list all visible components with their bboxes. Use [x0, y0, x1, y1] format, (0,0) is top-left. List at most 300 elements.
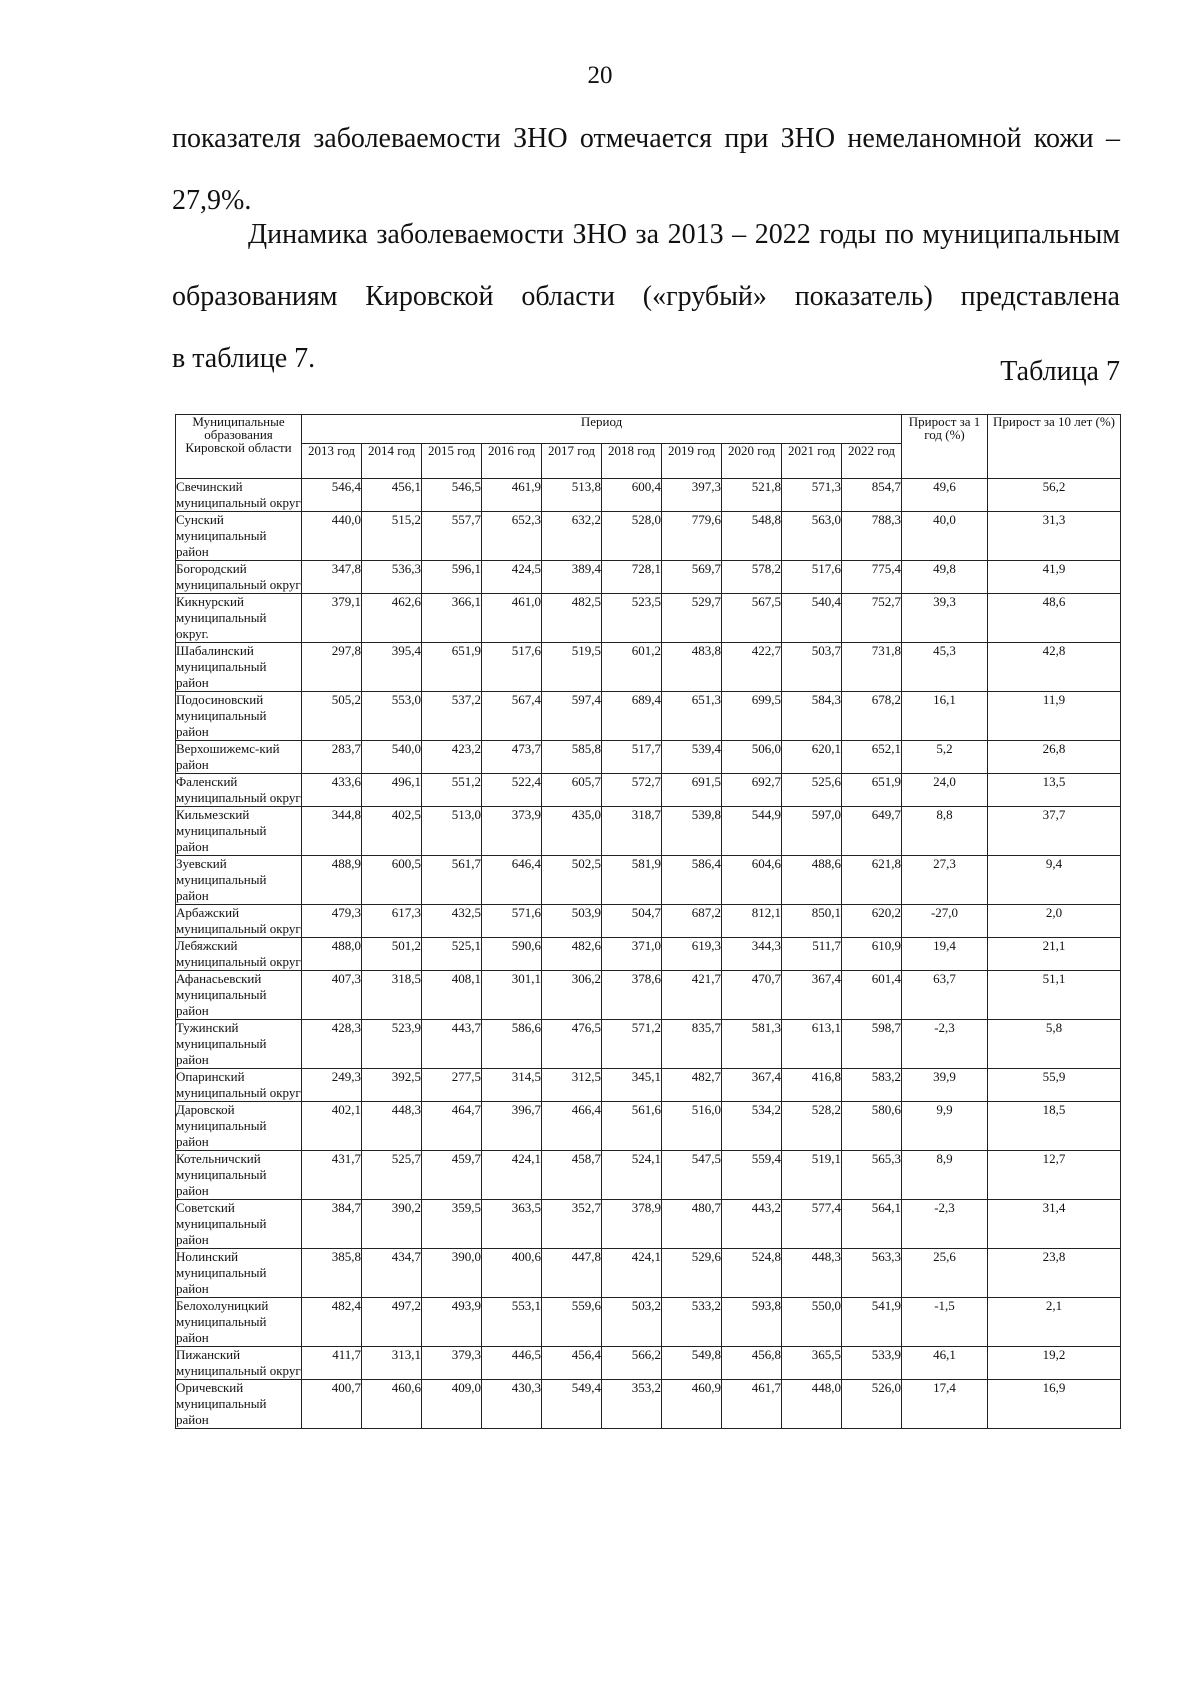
incidence-value: 515,2 [362, 512, 422, 561]
gain-10-years-value: 11,9 [988, 692, 1121, 741]
incidence-value: 566,2 [602, 1347, 662, 1380]
incidence-value: 586,4 [662, 856, 722, 905]
incidence-value: 379,3 [422, 1347, 482, 1380]
incidence-value: 435,0 [542, 807, 602, 856]
incidence-value: 482,6 [542, 938, 602, 971]
table-row [176, 643, 1121, 692]
municipality-name: Лебяжский муниципальный округ [176, 938, 301, 969]
table-row [176, 774, 1121, 807]
table-row [176, 1102, 1121, 1151]
incidence-value: 529,6 [662, 1249, 722, 1298]
incidence-value: 318,5 [362, 971, 422, 1020]
gain-10-years-value: 48,6 [988, 594, 1121, 643]
table-row [176, 741, 1121, 774]
incidence-value: 728,1 [602, 561, 662, 594]
incidence-value: 580,6 [842, 1102, 902, 1151]
incidence-value: 519,5 [542, 643, 602, 692]
incidence-value: 352,7 [542, 1200, 602, 1249]
incidence-value: 359,5 [422, 1200, 482, 1249]
incidence-value: 752,7 [842, 594, 902, 643]
incidence-value: 590,6 [482, 938, 542, 971]
incidence-value: 443,7 [422, 1020, 482, 1069]
incidence-value: 812,1 [722, 905, 782, 938]
page-number: 20 [587, 62, 613, 89]
incidence-value: 605,7 [542, 774, 602, 807]
incidence-value: 536,3 [362, 561, 422, 594]
incidence-value: 424,1 [602, 1249, 662, 1298]
incidence-value: 389,4 [542, 561, 602, 594]
table-row [176, 594, 1121, 643]
gain-10-years-value: 2,1 [988, 1298, 1121, 1347]
incidence-value: 416,8 [782, 1069, 842, 1102]
incidence-value: 540,0 [362, 741, 422, 774]
gain-1-year-value: 16,1 [902, 692, 988, 741]
incidence-value: 522,4 [482, 774, 542, 807]
incidence-value: 546,5 [422, 479, 482, 512]
header-year: 2020 год [722, 444, 782, 479]
gain-1-year-value: 49,6 [902, 479, 988, 512]
incidence-value: 459,7 [422, 1151, 482, 1200]
incidence-value: 593,8 [722, 1298, 782, 1347]
incidence-value: 400,6 [482, 1249, 542, 1298]
header-year: 2017 год [542, 444, 602, 479]
incidence-value: 571,3 [782, 479, 842, 512]
incidence-value: 482,4 [302, 1298, 362, 1347]
incidence-value: 424,1 [482, 1151, 542, 1200]
incidence-value: 571,6 [482, 905, 542, 938]
incidence-value: 561,7 [422, 856, 482, 905]
incidence-value: 850,1 [782, 905, 842, 938]
incidence-value: 497,2 [362, 1298, 422, 1347]
gain-10-years-value: 13,5 [988, 774, 1121, 807]
incidence-value: 731,8 [842, 643, 902, 692]
incidence-value: 480,7 [662, 1200, 722, 1249]
incidence-value: 306,2 [542, 971, 602, 1020]
incidence-value: 488,0 [302, 938, 362, 971]
municipality-name: Котельничский муниципальный район [176, 1151, 302, 1200]
incidence-value: 476,5 [542, 1020, 602, 1069]
incidence-value: 528,0 [602, 512, 662, 561]
incidence-value: 572,7 [602, 774, 662, 807]
gain-1-year-value: 63,7 [902, 971, 988, 1020]
incidence-value: 601,4 [842, 971, 902, 1020]
incidence-value: 601,2 [602, 643, 662, 692]
municipality-name: Свечинский муниципальный округ [176, 479, 301, 510]
incidence-value: 691,5 [662, 774, 722, 807]
header-year: 2013 год [302, 444, 362, 479]
incidence-value: 581,9 [602, 856, 662, 905]
gain-10-years-value: 56,2 [988, 479, 1121, 512]
incidence-value: 553,1 [482, 1298, 542, 1347]
incidence-value: 621,8 [842, 856, 902, 905]
gain-1-year-value: 17,4 [902, 1380, 988, 1429]
incidence-value: 586,6 [482, 1020, 542, 1069]
incidence-value: 548,8 [722, 512, 782, 561]
incidence-value: 505,2 [302, 692, 362, 741]
incidence-value: 516,0 [662, 1102, 722, 1151]
incidence-value: 461,7 [722, 1380, 782, 1429]
incidence-value: 390,0 [422, 1249, 482, 1298]
incidence-value: 488,9 [302, 856, 362, 905]
municipality-name: Оричевский муниципальный район [176, 1380, 302, 1429]
incidence-value: 652,1 [842, 741, 902, 774]
municipality-name: Тужинский муниципальный район [176, 1020, 302, 1069]
incidence-value: 571,2 [602, 1020, 662, 1069]
municipality-name: Пижанский муниципальный округ [176, 1347, 301, 1378]
incidence-value: 619,3 [662, 938, 722, 971]
incidence-value: 353,2 [602, 1380, 662, 1429]
incidence-value: 395,4 [362, 643, 422, 692]
incidence-value: 583,2 [842, 1069, 902, 1102]
header-period: Период [302, 415, 902, 444]
intro-line-1: показателя заболеваемости ЗНО отмечается при ЗНО немеланомной кожи – [172, 123, 1120, 154]
incidence-value: 620,1 [782, 741, 842, 774]
gain-10-years-value: 16,9 [988, 1380, 1121, 1429]
incidence-value: 517,7 [602, 741, 662, 774]
incidence-value: 482,5 [542, 594, 602, 643]
incidence-value: 479,3 [302, 905, 362, 938]
incidence-value: 533,2 [662, 1298, 722, 1347]
table-row [176, 692, 1121, 741]
header-year: 2014 год [362, 444, 422, 479]
incidence-value: 539,4 [662, 741, 722, 774]
incidence-value: 443,2 [722, 1200, 782, 1249]
gain-1-year-value: 8,9 [902, 1151, 988, 1200]
incidence-value: 462,6 [362, 594, 422, 643]
incidence-value: 466,4 [542, 1102, 602, 1151]
incidence-value: 646,4 [482, 856, 542, 905]
incidence-value: 617,3 [362, 905, 422, 938]
gain-10-years-value: 31,4 [988, 1200, 1121, 1249]
incidence-value: 456,1 [362, 479, 422, 512]
incidence-value: 604,6 [722, 856, 782, 905]
gain-1-year-value: 40,0 [902, 512, 988, 561]
incidence-value: 775,4 [842, 561, 902, 594]
incidence-value: 577,4 [782, 1200, 842, 1249]
incidence-value: 835,7 [662, 1020, 722, 1069]
incidence-value: 482,7 [662, 1069, 722, 1102]
municipality-name: Верхошижемс-кий район [176, 741, 302, 774]
incidence-value: 517,6 [482, 643, 542, 692]
municipality-name: Советский муниципальный район [176, 1200, 302, 1249]
gain-1-year-value: -27,0 [902, 905, 988, 938]
incidence-value: 379,1 [302, 594, 362, 643]
incidence-value: 549,4 [542, 1380, 602, 1429]
incidence-value: 581,3 [722, 1020, 782, 1069]
gain-10-years-value: 26,8 [988, 741, 1121, 774]
header-gain-1-year: Прирост за 1 год (%) [902, 415, 988, 479]
reference-line-1: Динамика заболеваемости ЗНО за 2013 – 2022 годы по муниципальным [248, 219, 1120, 250]
table-caption: Таблица 7 [1000, 356, 1120, 387]
gain-1-year-value: -2,3 [902, 1200, 988, 1249]
table-row [176, 1249, 1121, 1298]
incidence-value: 506,0 [722, 741, 782, 774]
incidence-value: 448,3 [362, 1102, 422, 1151]
incidence-value: 363,5 [482, 1200, 542, 1249]
table-row [176, 1020, 1121, 1069]
incidence-value: 610,9 [842, 938, 902, 971]
municipality-name: Афанасьевский муниципальный район [176, 971, 302, 1020]
table-row [176, 512, 1121, 561]
incidence-value: 392,5 [362, 1069, 422, 1102]
incidence-value: 501,2 [362, 938, 422, 971]
gain-1-year-value: 39,9 [902, 1069, 988, 1102]
incidence-value: 569,7 [662, 561, 722, 594]
incidence-value: 632,2 [542, 512, 602, 561]
incidence-value: 652,3 [482, 512, 542, 561]
incidence-value: 397,3 [662, 479, 722, 512]
incidence-value: 585,8 [542, 741, 602, 774]
incidence-value: 422,7 [722, 643, 782, 692]
incidence-value: 473,7 [482, 741, 542, 774]
incidence-value: 408,1 [422, 971, 482, 1020]
table-row [176, 1380, 1121, 1429]
gain-1-year-value: 27,3 [902, 856, 988, 905]
gain-10-years-value: 41,9 [988, 561, 1121, 594]
incidence-value: 540,4 [782, 594, 842, 643]
incidence-value: 578,2 [722, 561, 782, 594]
incidence-value: 456,4 [542, 1347, 602, 1380]
gain-1-year-value: 5,2 [902, 741, 988, 774]
incidence-value: 526,0 [842, 1380, 902, 1429]
gain-10-years-value: 21,1 [988, 938, 1121, 971]
incidence-table [175, 414, 1121, 1429]
incidence-value: 409,0 [422, 1380, 482, 1429]
table-row [176, 971, 1121, 1020]
gain-10-years-value: 19,2 [988, 1347, 1121, 1380]
header-year: 2021 год [782, 444, 842, 479]
incidence-value: 557,7 [422, 512, 482, 561]
municipality-name: Шабалинский муниципальный район [176, 643, 302, 692]
incidence-value: 402,5 [362, 807, 422, 856]
municipality-name: Фаленский муниципальный округ [176, 774, 301, 805]
incidence-value: 854,7 [842, 479, 902, 512]
incidence-value: 564,1 [842, 1200, 902, 1249]
incidence-value: 550,0 [782, 1298, 842, 1347]
incidence-value: 502,5 [542, 856, 602, 905]
incidence-value: 519,1 [782, 1151, 842, 1200]
incidence-value: 584,3 [782, 692, 842, 741]
incidence-value: 421,7 [662, 971, 722, 1020]
incidence-value: 378,6 [602, 971, 662, 1020]
table-body [176, 479, 1121, 1429]
incidence-value: 598,7 [842, 1020, 902, 1069]
incidence-value: 428,3 [302, 1020, 362, 1069]
gain-10-years-value: 37,7 [988, 807, 1121, 856]
incidence-value: 460,9 [662, 1380, 722, 1429]
incidence-value: 378,9 [602, 1200, 662, 1249]
incidence-value: 470,7 [722, 971, 782, 1020]
table-row [176, 1200, 1121, 1249]
incidence-value: 524,1 [602, 1151, 662, 1200]
incidence-value: 277,5 [422, 1069, 482, 1102]
incidence-value: 448,3 [782, 1249, 842, 1298]
incidence-value: 779,6 [662, 512, 722, 561]
incidence-value: 597,4 [542, 692, 602, 741]
incidence-value: 493,9 [422, 1298, 482, 1347]
incidence-value: 344,8 [302, 807, 362, 856]
header-year: 2019 год [662, 444, 722, 479]
gain-1-year-value: 39,3 [902, 594, 988, 643]
incidence-value: 312,5 [542, 1069, 602, 1102]
incidence-value: 541,9 [842, 1298, 902, 1347]
incidence-value: 547,5 [662, 1151, 722, 1200]
incidence-value: 461,9 [482, 479, 542, 512]
incidence-value: 529,7 [662, 594, 722, 643]
incidence-value: 525,6 [782, 774, 842, 807]
incidence-value: 553,0 [362, 692, 422, 741]
incidence-value: 314,5 [482, 1069, 542, 1102]
incidence-value: 371,0 [602, 938, 662, 971]
incidence-value: 533,9 [842, 1347, 902, 1380]
table-row [176, 807, 1121, 856]
incidence-value: 649,7 [842, 807, 902, 856]
incidence-value: 503,7 [782, 643, 842, 692]
incidence-value: 464,7 [422, 1102, 482, 1151]
header-year: 2022 год [842, 444, 902, 479]
incidence-value: 483,8 [662, 643, 722, 692]
header-year: 2018 год [602, 444, 662, 479]
incidence-value: 390,2 [362, 1200, 422, 1249]
incidence-value: 788,3 [842, 512, 902, 561]
incidence-value: 458,7 [542, 1151, 602, 1200]
municipality-name: Богородский муниципальный округ [176, 561, 301, 592]
gain-1-year-value: 8,8 [902, 807, 988, 856]
incidence-value: 440,0 [302, 512, 362, 561]
incidence-value: 528,2 [782, 1102, 842, 1151]
gain-10-years-value: 9,4 [988, 856, 1121, 905]
gain-10-years-value: 23,8 [988, 1249, 1121, 1298]
incidence-value: 521,8 [722, 479, 782, 512]
incidence-value: 461,0 [482, 594, 542, 643]
reference-line-3: в таблице 7. [172, 343, 316, 374]
gain-10-years-value: 5,8 [988, 1020, 1121, 1069]
gain-10-years-value: 55,9 [988, 1069, 1121, 1102]
incidence-value: 432,5 [422, 905, 482, 938]
incidence-value: 384,7 [302, 1200, 362, 1249]
header-year: 2016 год [482, 444, 542, 479]
gain-1-year-value: 45,3 [902, 643, 988, 692]
municipality-name: Белохолуницкий муниципальный район [176, 1298, 302, 1347]
intro-line-2: 27,9%. [172, 185, 252, 216]
incidence-value: 651,9 [422, 643, 482, 692]
incidence-value: 597,0 [782, 807, 842, 856]
municipality-name: Кильмезский муниципальный район [176, 807, 302, 856]
incidence-value: 344,3 [722, 938, 782, 971]
incidence-value: 567,4 [482, 692, 542, 741]
incidence-value: 600,5 [362, 856, 422, 905]
table-row [176, 856, 1121, 905]
gain-10-years-value: 42,8 [988, 643, 1121, 692]
incidence-value: 692,7 [722, 774, 782, 807]
municipality-name: Сунский муниципальный район [176, 512, 302, 561]
gain-1-year-value: 24,0 [902, 774, 988, 807]
incidence-value: 546,4 [302, 479, 362, 512]
incidence-value: 620,2 [842, 905, 902, 938]
incidence-value: 366,1 [422, 594, 482, 643]
incidence-value: 367,4 [782, 971, 842, 1020]
incidence-value: 301,1 [482, 971, 542, 1020]
table-row [176, 1298, 1121, 1347]
incidence-value: 524,8 [722, 1249, 782, 1298]
incidence-value: 456,8 [722, 1347, 782, 1380]
incidence-value: 523,9 [362, 1020, 422, 1069]
incidence-value: 249,3 [302, 1069, 362, 1102]
table-row [176, 561, 1121, 594]
gain-1-year-value: -1,5 [902, 1298, 988, 1347]
municipality-name: Опаринский муниципальный округ [176, 1069, 301, 1100]
gain-10-years-value: 51,1 [988, 971, 1121, 1020]
incidence-value: 699,5 [722, 692, 782, 741]
incidence-value: 563,0 [782, 512, 842, 561]
incidence-value: 402,1 [302, 1102, 362, 1151]
incidence-value: 600,4 [602, 479, 662, 512]
gain-10-years-value: 18,5 [988, 1102, 1121, 1151]
incidence-value: 544,9 [722, 807, 782, 856]
table-row [176, 1069, 1121, 1102]
incidence-value: 503,9 [542, 905, 602, 938]
incidence-value: 513,8 [542, 479, 602, 512]
incidence-value: 373,9 [482, 807, 542, 856]
incidence-value: 407,3 [302, 971, 362, 1020]
incidence-value: 385,8 [302, 1249, 362, 1298]
incidence-value: 513,0 [422, 807, 482, 856]
incidence-value: 559,6 [542, 1298, 602, 1347]
incidence-value: 559,4 [722, 1151, 782, 1200]
gain-1-year-value: 49,8 [902, 561, 988, 594]
table-row [176, 1347, 1121, 1380]
reference-line-2: образованиям Кировской области («грубый» показатель) представлена [172, 281, 1120, 312]
incidence-value: 448,0 [782, 1380, 842, 1429]
table-row [176, 479, 1121, 512]
table-reference-paragraph [172, 204, 1120, 390]
incidence-value: 496,1 [362, 774, 422, 807]
incidence-value: 525,7 [362, 1151, 422, 1200]
incidence-value: 446,5 [482, 1347, 542, 1380]
table-header [176, 415, 1121, 479]
header-year: 2015 год [422, 444, 482, 479]
incidence-value: 283,7 [302, 741, 362, 774]
incidence-value: 678,2 [842, 692, 902, 741]
incidence-value: 318,7 [602, 807, 662, 856]
incidence-value: 411,7 [302, 1347, 362, 1380]
incidence-value: 537,2 [422, 692, 482, 741]
incidence-value: 431,7 [302, 1151, 362, 1200]
incidence-value: 687,2 [662, 905, 722, 938]
incidence-value: 430,3 [482, 1380, 542, 1429]
table-row [176, 938, 1121, 971]
incidence-value: 434,7 [362, 1249, 422, 1298]
incidence-value: 613,1 [782, 1020, 842, 1069]
incidence-value: 347,8 [302, 561, 362, 594]
incidence-value: 297,8 [302, 643, 362, 692]
incidence-value: 433,6 [302, 774, 362, 807]
incidence-value: 400,7 [302, 1380, 362, 1429]
municipality-name: Подосиновский муниципальный район [176, 692, 302, 741]
incidence-value: 651,3 [662, 692, 722, 741]
incidence-value: 488,6 [782, 856, 842, 905]
incidence-value: 689,4 [602, 692, 662, 741]
incidence-value: 396,7 [482, 1102, 542, 1151]
incidence-value: 549,8 [662, 1347, 722, 1380]
incidence-value: 460,6 [362, 1380, 422, 1429]
incidence-value: 561,6 [602, 1102, 662, 1151]
incidence-value: 511,7 [782, 938, 842, 971]
incidence-value: 447,8 [542, 1249, 602, 1298]
incidence-value: 539,8 [662, 807, 722, 856]
gain-10-years-value: 12,7 [988, 1151, 1121, 1200]
incidence-value: 313,1 [362, 1347, 422, 1380]
